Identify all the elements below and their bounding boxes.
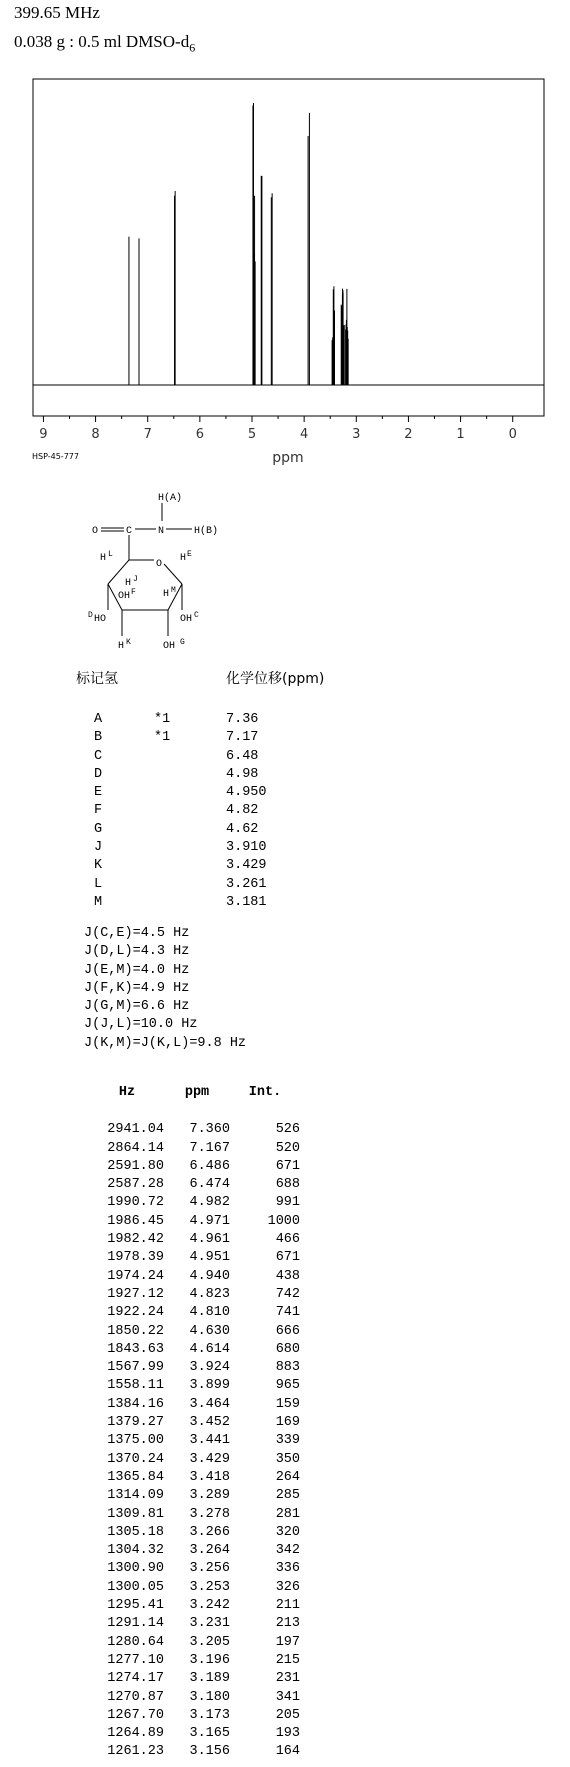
peak-hz: 1365.84 [107,1469,164,1485]
x-axis [39,416,517,442]
peak-intensity: 520 [275,1140,300,1156]
peak-ppm: 3.165 [189,1726,230,1742]
atom-label: D [88,611,93,620]
peak-hz: 1261.23 [107,1744,164,1760]
peak-hz: 1264.89 [107,1726,164,1742]
assignment-shift: 4.98 [226,766,259,782]
peak-intensity: 264 [275,1469,300,1485]
bond [108,584,122,610]
atom-label: M [171,586,176,595]
peak-ppm: 3.429 [189,1451,230,1467]
atom-label: OH [163,641,176,652]
coupling-constant: J(J,L)=10.0 Hz [84,1017,198,1033]
peak-ppm: 3.924 [189,1360,230,1376]
assignment-label: G [94,821,103,837]
peak-hz: 1558.11 [107,1378,164,1394]
peak-hz: 2864.14 [107,1140,164,1156]
table-row [90,1194,300,1212]
peak-intensity: 164 [275,1744,300,1760]
assignment-label: L [94,876,103,892]
peak-hz: 1274.17 [107,1671,164,1687]
atom-label: H(B) [194,526,219,537]
assignment-shift: 7.17 [226,730,259,746]
nmr-spectrum-chart [0,0,570,470]
peak-ppm: 4.951 [189,1250,230,1266]
table-row [90,1597,300,1615]
table-row [90,1213,300,1231]
table-row [90,1249,300,1267]
coupling-constant: J(E,M)=4.0 Hz [84,962,190,978]
peak-ppm: 4.961 [189,1232,230,1248]
header-int: Int. [248,1084,282,1100]
assignment-shift: 4.950 [226,785,267,801]
peak-intensity: 671 [275,1158,300,1174]
peak-ppm: 3.464 [189,1396,230,1412]
peak-intensity: 1000 [267,1213,300,1229]
table-row [90,1725,300,1743]
assignment-shift: 4.62 [226,821,259,837]
peak-ppm: 3.256 [189,1561,230,1577]
plot-frame [33,79,544,416]
atom-label: H(A) [158,493,183,504]
table-row [90,1506,300,1524]
peak-hz: 1300.90 [107,1561,164,1577]
peak-intensity: 193 [275,1726,300,1742]
assignment-label: B [94,730,103,746]
peak-intensity: 197 [275,1634,300,1650]
atom-label: H [125,578,132,589]
peak-intensity: 526 [275,1122,300,1138]
peak-ppm: 3.231 [189,1616,230,1632]
peak-hz: 1370.24 [107,1451,164,1467]
atom-label: H [100,553,107,564]
peak-intensity: 742 [275,1286,300,1302]
sample-subscript: 6 [189,40,196,55]
x-tick-label: 5 [247,427,257,442]
label-hydrogen-header: 标记氢 [76,671,118,687]
peak-ppm: 3.418 [189,1469,230,1485]
peak-ppm: 4.810 [189,1305,230,1321]
assignment-shift: 3.181 [226,894,267,910]
peak-hz: 1982.42 [107,1232,164,1248]
assignment-label: J [94,840,103,856]
table-row [90,1341,300,1359]
atom-label: F [131,588,136,597]
atom-label: K [126,638,131,647]
peak-ppm: 7.167 [189,1140,230,1156]
peak-ppm: 3.264 [189,1543,230,1559]
table-row [90,1140,300,1158]
bond [108,560,129,584]
peak-intensity: 350 [275,1451,300,1467]
atom-label: G [180,638,185,647]
peak-hz: 1927.12 [107,1286,164,1302]
peak-intensity: 883 [275,1360,300,1376]
atom-label: E [187,550,192,559]
header-hz: Hz [118,1084,136,1100]
peak-intensity: 680 [275,1341,300,1357]
peak-ppm: 3.452 [189,1415,230,1431]
atom-label: J [133,575,138,584]
peak-hz: 1379.27 [107,1415,164,1431]
peak-hz: 1280.64 [107,1634,164,1650]
peak-ppm: 4.940 [189,1268,230,1284]
x-tick-label: 4 [300,427,309,442]
table-row [90,1615,300,1633]
atom-label: L [108,550,113,559]
table-row [90,1451,300,1469]
peak-ppm: 3.156 [189,1744,230,1760]
peak-hz: 1978.39 [107,1250,164,1266]
table-row [90,1469,300,1487]
peak-hz: 1314.09 [107,1488,164,1504]
peak-hz: 2587.28 [107,1177,164,1193]
peak-ppm: 3.289 [189,1488,230,1504]
peak-hz: 1843.63 [107,1341,164,1357]
assignment-label: M [94,894,103,910]
peak-hz: 1295.41 [107,1598,164,1614]
assignment-shift: 4.82 [226,803,259,819]
peak-hz: 2941.04 [107,1122,164,1138]
bond [164,564,182,584]
assignment-label: D [94,766,103,782]
peak-intensity: 159 [275,1396,300,1412]
table-row [90,1121,300,1139]
peak-ppm: 3.441 [189,1433,230,1449]
sample-text: 0.038 g : 0.5 ml DMSO-d [14,32,190,51]
peak-intensity: 438 [275,1268,300,1284]
coupling-constants [84,925,246,1053]
table-row [90,1634,300,1652]
atom-label: H [118,641,125,652]
peak-intensity: 326 [275,1579,300,1595]
table-row [90,1268,300,1286]
peak-intensity: 205 [275,1707,300,1723]
header-ppm: ppm [184,1084,210,1100]
peak-intensity: 339 [275,1433,300,1449]
x-tick-label: 1 [456,427,465,442]
peak-intensity: 666 [275,1323,300,1339]
peak-hz: 1990.72 [107,1195,164,1211]
assignment-shift: 3.261 [226,876,267,892]
peaks-layer [129,103,348,385]
peak-intensity: 965 [275,1378,300,1394]
table-row [90,1487,300,1505]
peak-intensity: 336 [275,1561,300,1577]
assignment-label: A [94,712,103,727]
peak-ppm: 3.205 [189,1634,230,1650]
table-row [90,1414,300,1432]
peak-intensity: 741 [275,1305,300,1321]
peak-hz: 1309.81 [107,1506,164,1522]
x-tick-label: 7 [143,427,152,442]
table-row [90,1524,300,1542]
assignment-note: *1 [154,712,171,727]
peak-hz: 1304.32 [107,1543,164,1559]
peak-table-header [90,1083,300,1103]
x-tick-label: 0 [508,427,517,442]
assignment-note: *1 [154,730,171,746]
atom-label: N [158,526,165,537]
peak-intensity: 215 [275,1652,300,1668]
peak-intensity: 169 [275,1415,300,1431]
table-row [90,1432,300,1450]
peak-hz: 1850.22 [107,1323,164,1339]
peak-ppm: 6.474 [189,1177,230,1193]
x-tick-label: 8 [91,427,100,442]
assignment-shift: 3.429 [226,858,267,874]
assignment-shift: 7.36 [226,712,259,727]
x-tick-label: 9 [39,427,48,442]
peak-hz: 1277.10 [107,1652,164,1668]
table-row [90,1377,300,1395]
table-row [90,1231,300,1249]
peak-hz: 1291.14 [107,1616,164,1632]
peak-ppm: 4.823 [189,1286,230,1302]
peak-ppm: 3.189 [189,1671,230,1687]
peak-ppm: 3.180 [189,1689,230,1705]
peak-intensity: 281 [275,1506,300,1522]
peak-ppm: 3.173 [189,1707,230,1723]
atom-label: C [194,611,199,620]
assignment-label: E [94,785,103,801]
assignment-label: F [94,803,103,819]
peak-ppm: 3.278 [189,1506,230,1522]
peak-ppm: 3.899 [189,1378,230,1394]
atom-label: O [92,526,99,537]
peak-hz: 1986.45 [107,1213,164,1229]
peak-intensity: 688 [275,1177,300,1193]
coupling-constant: J(K,M)=J(K,L)=9.8 Hz [84,1035,247,1051]
peak-hz: 1567.99 [107,1360,164,1376]
peak-ppm: 3.253 [189,1579,230,1595]
peak-intensity: 342 [275,1543,300,1559]
x-axis-label: ppm [272,450,304,466]
assignment-label: C [94,748,103,764]
peak-intensity: 211 [275,1598,300,1614]
table-row [90,1560,300,1578]
peak-intensity: 466 [275,1232,300,1248]
spectrometer-frequency: 399.65 MHz [14,3,100,22]
atom-label: O [156,559,163,570]
peak-hz: 1922.24 [107,1305,164,1321]
table-row [90,1542,300,1560]
atom-label: HO [94,614,107,625]
peak-hz: 1305.18 [107,1524,164,1540]
peak-intensity: 341 [275,1689,300,1705]
atom-label: H [163,589,170,600]
peak-intensity: 231 [275,1671,300,1687]
peak-ppm: 3.242 [189,1598,230,1614]
atom-label: C [126,526,133,537]
coupling-constant: J(C,E)=4.5 Hz [84,926,190,941]
peak-hz: 1267.70 [107,1707,164,1723]
atom-label: OH [118,591,131,602]
peak-hz: 1270.87 [107,1689,164,1705]
peak-ppm: 4.971 [189,1213,230,1229]
table-row [90,1323,300,1341]
coupling-constant: J(D,L)=4.3 Hz [84,944,190,960]
peak-intensity: 285 [275,1488,300,1504]
coupling-constant: J(G,M)=6.6 Hz [84,999,190,1015]
table-row [90,1579,300,1597]
peak-hz: 1300.05 [107,1579,164,1595]
peak-hz: 2591.80 [107,1158,164,1174]
chemical-shift-header: 化学位移(ppm) [226,671,325,687]
table-row [90,1652,300,1670]
peak-ppm: 3.196 [189,1652,230,1668]
peak-intensity: 320 [275,1524,300,1540]
coupling-constant: J(F,K)=4.9 Hz [84,980,190,996]
peak-hz: 1375.00 [107,1433,164,1449]
peak-table [90,1083,300,1762]
table-row [90,1707,300,1725]
assignment-label: K [94,858,103,874]
atom-label: H [180,553,187,564]
peak-intensity: 991 [275,1195,300,1211]
table-row [90,1670,300,1688]
peak-hz: 1974.24 [107,1268,164,1284]
x-tick-label: 2 [404,427,413,442]
table-row [90,1743,300,1761]
peak-ppm: 7.360 [189,1122,230,1138]
peak-intensity: 213 [275,1616,300,1632]
table-row [90,1176,300,1194]
table-row [90,1359,300,1377]
assignment-shift: 3.910 [226,840,267,856]
peak-ppm: 4.982 [189,1195,230,1211]
table-row [90,1286,300,1304]
bond [168,584,182,610]
spectrum-code: HSP-45-777 [32,452,79,461]
peak-intensity: 671 [275,1250,300,1266]
assignment-shift: 6.48 [226,748,259,764]
table-row [90,1304,300,1322]
peak-ppm: 4.630 [189,1323,230,1339]
table-row [90,1396,300,1414]
x-tick-label: 3 [352,427,361,442]
peak-hz: 1384.16 [107,1396,164,1412]
peak-ppm: 3.266 [189,1524,230,1540]
x-tick-label: 6 [195,427,204,442]
peak-ppm: 4.614 [189,1341,230,1357]
atom-label: OH [180,614,193,625]
table-row [90,1158,300,1176]
table-row [90,1689,300,1707]
peak-ppm: 6.486 [189,1158,230,1174]
